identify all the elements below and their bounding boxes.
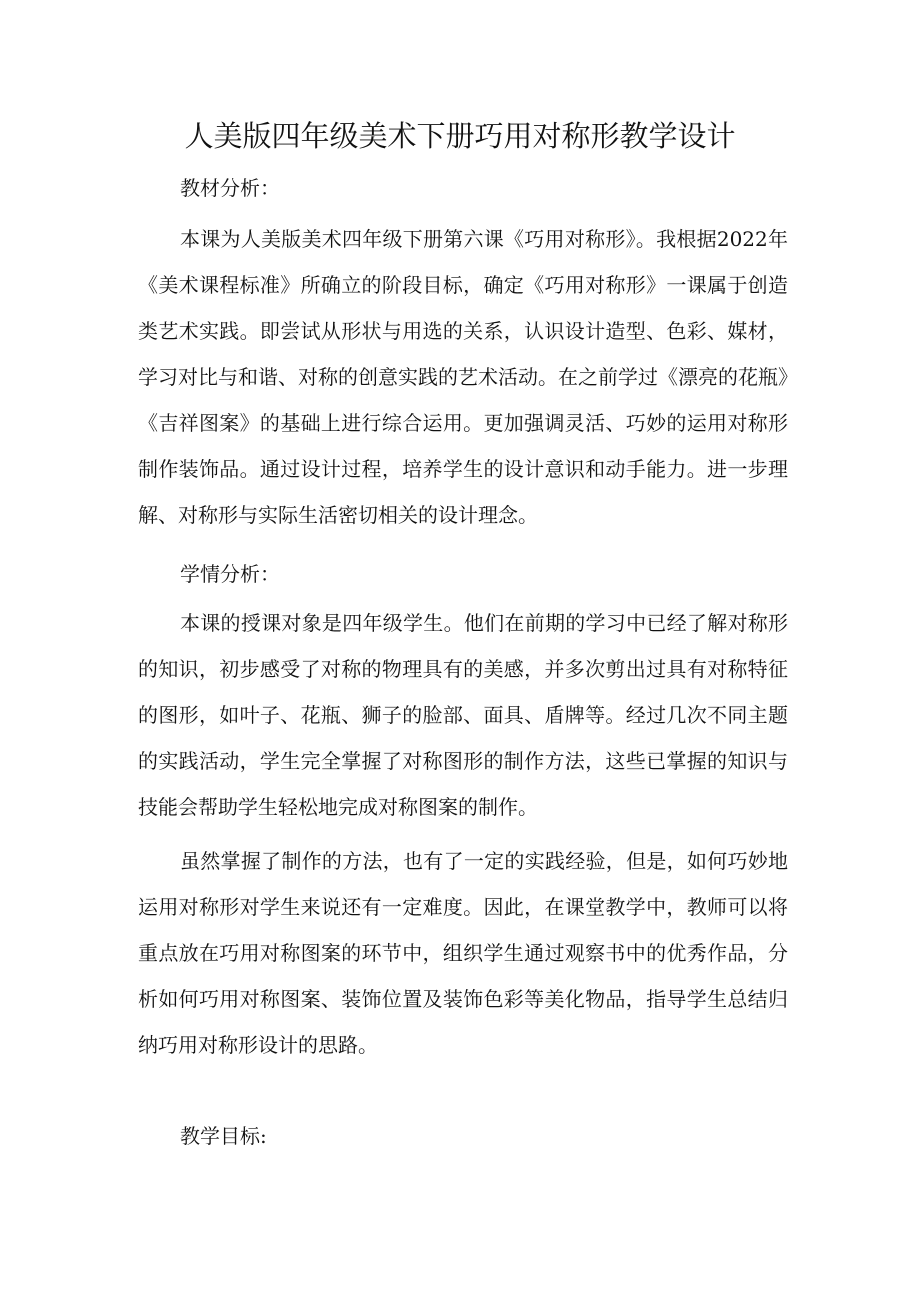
section-heading-learner-analysis: 学情分析：	[180, 562, 280, 586]
document-title: 人美版四年级美术下册巧用对称形教学设计	[184, 119, 736, 153]
paragraph-learner-analysis-1: 本课的授课对象是四年级学生。他们在前期的学习中已经了解对称形的知识，初步感受了对称的物理具有的美感，并多次剪出过具有对称特征的图形，如叶子、花瓶、狮子的脸部、面具、盾牌等。经过几次不同主题的实践活动，学生完全掌握了对称图形的制作方法，这些已掌握的知识与技能会帮助学生轻松地完成对称图案的制作。	[138, 611, 788, 819]
paragraph-learner-analysis-2: 虽然掌握了制作的方法，也有了一定的实践经验，但是，如何巧妙地运用对称形对学生来说还有一定难度。因此，在课堂教学中，教师可以将重点放在巧用对称图案的环节中，组织学生通过观察书中的优秀作品，分析如何巧用对称图案、装饰位置及装饰色彩等美化物品，指导学生总结归纳巧用对称形设计的思路。	[138, 849, 788, 1057]
section-heading-textbook-analysis: 教材分析：	[180, 176, 280, 200]
section-heading-teaching-goals: 教学目标:	[180, 1124, 267, 1148]
paragraph-textbook-analysis: 本课为人美版美术四年级下册第六课《巧用对称形》。我根据2022年《美术课程标准》所确立的阶段目标，确定《巧用对称形》一课属于创造类艺术实践。即尝试从形状与用选的关系，认识设计造型、色彩、媒材，学习对比与和谐、对称的创意实践的艺术活动。在之前学过《漂亮的花瓶》《吉祥图案》的基础上进行综合运用。更加强调灵活、巧妙的运用对称形制作装饰品。通过设计过程，培养学生的设计意识和动手能力。进一步理解、对称形与实际生活密切相关的设计理念。	[138, 227, 788, 527]
